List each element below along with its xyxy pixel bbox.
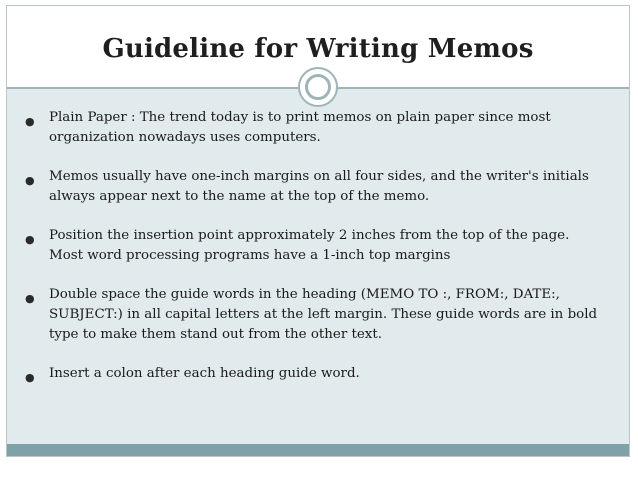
bullet-text: Insert a colon after each heading guide word. [49,366,360,381]
bullet-text: Memos usually have one-inch margins on all four sides, and the writer's initials always appear next to the name at the top of the memo. [49,169,589,204]
bullet-icon: ● [25,371,35,384]
slide-title: Guideline for Writing Memos [102,34,534,64]
bullet-item [20,108,605,148]
bullet-item [20,285,605,345]
bullet-icon: ● [25,292,35,305]
bullet-item [20,226,605,266]
bullet-icon: ● [25,233,35,246]
bullet-item [20,364,605,384]
bullet-item [20,167,605,207]
bullet-icon: ● [25,115,35,128]
bullet-text: Plain Paper : The trend today is to print memos on plain paper since most organization nowadays uses computers. [49,110,551,145]
bullet-icon: ● [25,174,35,187]
footer-bar [7,444,629,456]
bullet-text: Position the insertion point approximately 2 inches from the top of the page. Most word processing programs have a 1-inch top margins [49,228,570,263]
circle-ornament-icon [298,67,338,107]
bullet-list [20,108,605,403]
bullet-text: Double space the guide words in the heading (MEMO TO :, FROM:, DATE:, SUBJECT:) in all capital letters at the left margin. These guide words are in bold type to make them stand out from the other text. [49,287,598,342]
